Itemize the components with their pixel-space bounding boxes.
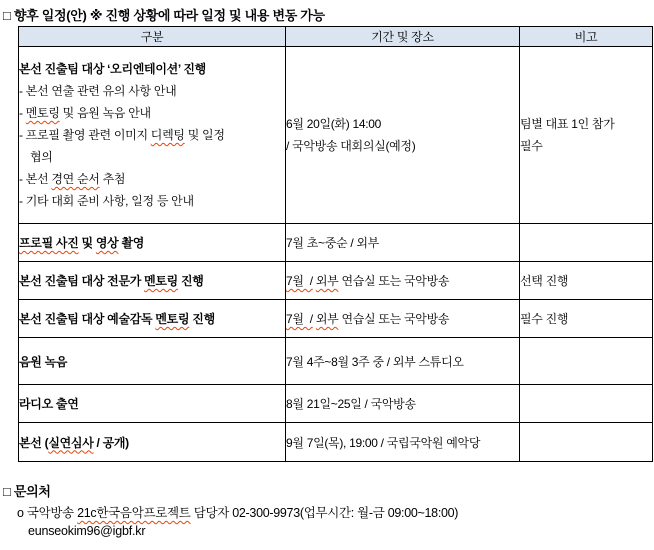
recording-note-cell (520, 338, 653, 385)
row-profile-shoot (19, 224, 653, 262)
radio-category-cell: 라디오 출연 (19, 385, 286, 423)
spellcheck-underline: 멘토링 (25, 106, 60, 120)
page-title: □ 향후 일정(안) ※ 진행 상황에 따라 일정 및 내용 변동 가능 (3, 8, 325, 23)
orientation-note-cell (520, 47, 653, 224)
column-header-category: 구분 (19, 27, 286, 47)
spellcheck-underline: 프로필 사진 (19, 236, 79, 250)
recording-period-cell: 7월 4주~8월 3주 중 / 외부 스튜디오 (286, 338, 520, 385)
profile-period-cell: 7월 초~중순 / 외부 (286, 224, 520, 262)
orientation-item-wrap: 협의 (30, 150, 53, 164)
row-director-mentoring (19, 300, 653, 338)
row-final (19, 423, 653, 462)
spellcheck-underline: 외부 (315, 274, 339, 288)
column-header-note: 비고 (520, 27, 653, 47)
spellcheck-underline: 디렉팅 (150, 128, 185, 142)
orientation-note-line1: 팀별 대표 1인 참가 (520, 117, 615, 131)
orientation-period-line1: 6월 20일(화) 14:00 (286, 117, 381, 131)
spellcheck-underline: 경연 순서 (51, 172, 100, 186)
orientation-title: 본선 진출팀 대상 ‘오리엔테이션’ 진행 (19, 62, 206, 76)
schedule-table (18, 26, 653, 462)
orientation-item: - 본선 경연 순서 추첨 (19, 172, 126, 186)
expert-period-cell: 7월 / 외부 연습실 또는 국악방송 (286, 262, 520, 300)
spellcheck-underline: 실연심사 (48, 435, 94, 450)
orientation-period-line2: / 국악방송 대회의실(예정) (286, 139, 416, 153)
expert-note-cell: 선택 진행 (520, 262, 653, 300)
orientation-item: - 멘토링 및 음원 녹음 안내 (19, 106, 151, 120)
row-orientation (19, 47, 653, 224)
final-period-cell: 9월 7일(목), 19:00 / 국립국악원 예악당 (286, 423, 520, 462)
radio-period-cell: 8월 21일~25일 / 국악방송 (286, 385, 520, 423)
profile-note-cell (520, 224, 653, 262)
column-header-period: 기간 및 장소 (286, 27, 520, 47)
contact-heading: □ 문의처 (3, 484, 51, 499)
director-note-cell: 필수 진행 (520, 300, 653, 338)
contact-email: eunseokim96@igbf.kr (28, 524, 146, 538)
spellcheck-underline: 멘토링 (144, 274, 178, 288)
radio-note-cell (520, 385, 653, 423)
orientation-note-line2: 필수 (520, 139, 543, 153)
spellcheck-underline: 21c한국음악프로젝트 (77, 506, 191, 520)
spellcheck-underline: 7월 / (286, 312, 313, 326)
expert-category-cell: 본선 진출팀 대상 전문가 멘토링 진행 (19, 262, 286, 300)
profile-category-cell: 프로필 사진 및 영상 촬영 (19, 224, 286, 262)
spellcheck-underline: 외부 (315, 312, 339, 326)
row-recording (19, 338, 653, 385)
spellcheck-underline: 멘토링 (155, 312, 190, 326)
orientation-item: - 프로필 촬영 관련 이미지 디렉팅 및 일정 (19, 128, 225, 142)
orientation-item: - 본선 연출 관련 유의 사항 안내 (19, 84, 177, 98)
orientation-period-cell (286, 47, 520, 224)
row-radio (19, 385, 653, 423)
orientation-item: - 기타 대회 준비 사항, 일정 등 안내 (19, 194, 194, 208)
spellcheck-underline: 7월 / (286, 274, 313, 288)
final-category-cell: 본선 (실연심사 / 공개) (19, 423, 286, 462)
row-expert-mentoring (19, 262, 653, 300)
recording-category-cell: 음원 녹음 (19, 338, 286, 385)
director-period-cell: 7월 / 외부 연습실 또는 국악방송 (286, 300, 520, 338)
final-note-cell (520, 423, 653, 462)
director-category-cell: 본선 진출팀 대상 예술감독 멘토링 진행 (19, 300, 286, 338)
spellcheck-underline: 영상 (95, 236, 119, 250)
contact-info-line: o 국악방송 21c한국음악프로젝트 담당자 02-300-9973(업무시간: 월-금 09:00~18:00) (17, 506, 459, 520)
table-header-row (19, 27, 653, 47)
orientation-category-cell (19, 47, 286, 224)
